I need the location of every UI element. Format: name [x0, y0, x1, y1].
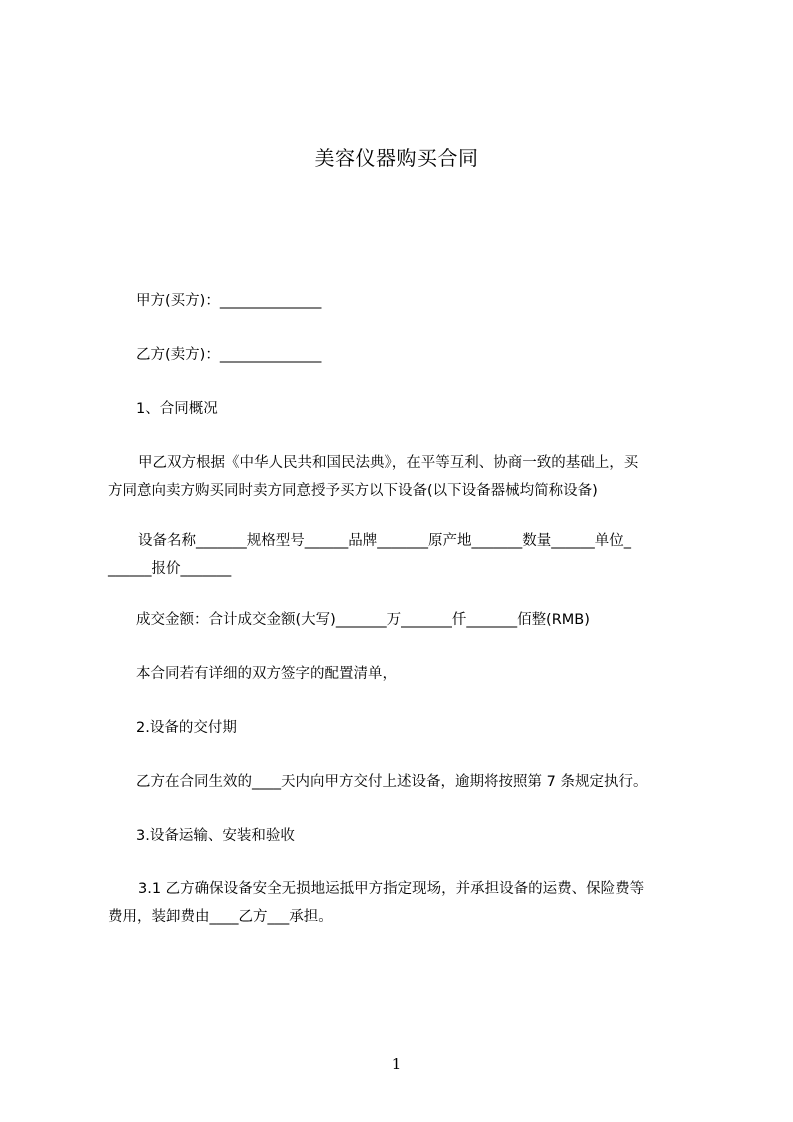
equipment-details-line-1: 设备名称_______规格型号______品牌_______原产地_______数量______单位_	[138, 533, 631, 549]
section-2-text: 乙方在合同生效的____天内向甲方交付上述设备，逾期将按照第 7 条规定执行。	[136, 774, 648, 790]
party-a-line: 甲方(买方)：______________	[136, 293, 322, 309]
section-2-heading: 2.设备的交付期	[136, 720, 237, 736]
section-1-paragraph	[108, 449, 708, 505]
section-3-1-paragraph	[108, 875, 708, 931]
party-b-line: 乙方(卖方)：______________	[136, 347, 322, 363]
section-3-1-line-1: 3.1 乙方确保设备安全无损地运抵甲方指定现场，并承担设备的运费、保险费等	[138, 881, 645, 897]
page-number: 1	[391, 1055, 402, 1073]
section-1-paragraph-line-1: 甲乙双方根据《中华人民共和国民法典》，在平等互利、协商一致的基础上，买	[138, 455, 639, 471]
config-list-note: 本合同若有详细的双方签字的配置清单，	[136, 666, 397, 682]
page-title: 美容仪器购买合同	[314, 146, 479, 170]
equipment-details-line-2: ______报价_______	[108, 561, 232, 577]
section-3-heading: 3.设备运输、安装和验收	[136, 828, 295, 844]
section-3-1-line-2: 费用，装卸费由____乙方___承担。	[108, 909, 333, 925]
section-1-heading: 1、合同概况	[136, 401, 218, 417]
transaction-amount: 成交金额：合计成交金额(大写)_______万_______仟_______佰整(RMB)	[136, 612, 590, 628]
equipment-details	[108, 527, 708, 583]
section-1-paragraph-line-2: 方同意向卖方购买同时卖方同意授予买方以下设备(以下设备器械均简称设备)	[108, 483, 598, 499]
